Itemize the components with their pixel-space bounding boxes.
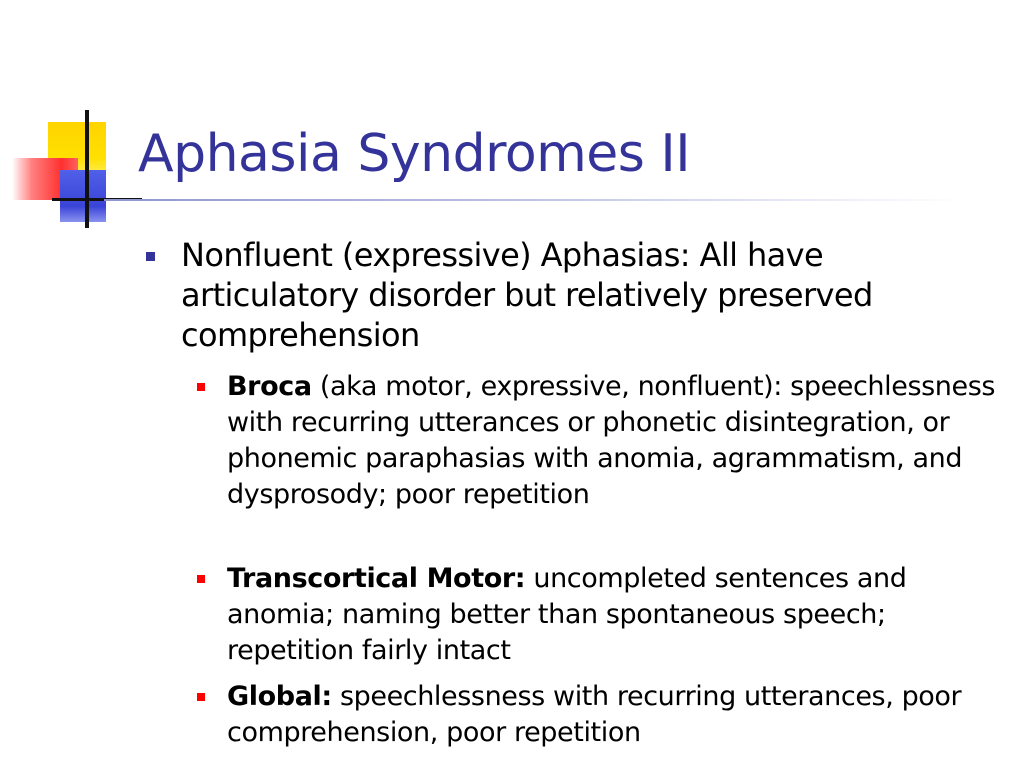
sub-bullet-transcortical-motor-text: uncompleted sentences and anomia; naming better than spontaneous speech; repetition fairly intact: [227, 563, 907, 666]
level2-bullet-icon: [197, 575, 205, 583]
level2-bullet-icon: [197, 693, 205, 701]
sub-bullet-broca: [227, 369, 997, 513]
sub-bullet-broca-text: (aka motor, expressive, nonfluent): speechlessness with recurring utterances or phonetic disintegration, or phonemic paraphasias with anomia, agrammatism, and dysprosody; poor repetition: [227, 371, 996, 510]
bullet-nonfluent-aphasias: Nonfluent (expressive) Aphasias: All have articulatory disorder but relatively preserved comprehension: [181, 236, 873, 354]
sub-bullet-global: [227, 679, 997, 751]
level2-bullet-icon: [197, 383, 205, 391]
level1-bullet-icon: [146, 252, 155, 261]
sub-bullet-global-text: speechlessness with recurring utterances, poor comprehension, poor repetition: [227, 681, 962, 748]
slide-title: Aphasia Syndromes II: [138, 124, 691, 184]
sub-bullet-transcortical-motor-term: Transcortical Motor:: [227, 563, 526, 594]
sub-bullet-transcortical-motor: [227, 561, 997, 669]
sub-bullet-global-term: Global:: [227, 681, 332, 712]
sub-bullet-broca-term: Broca: [227, 371, 312, 402]
